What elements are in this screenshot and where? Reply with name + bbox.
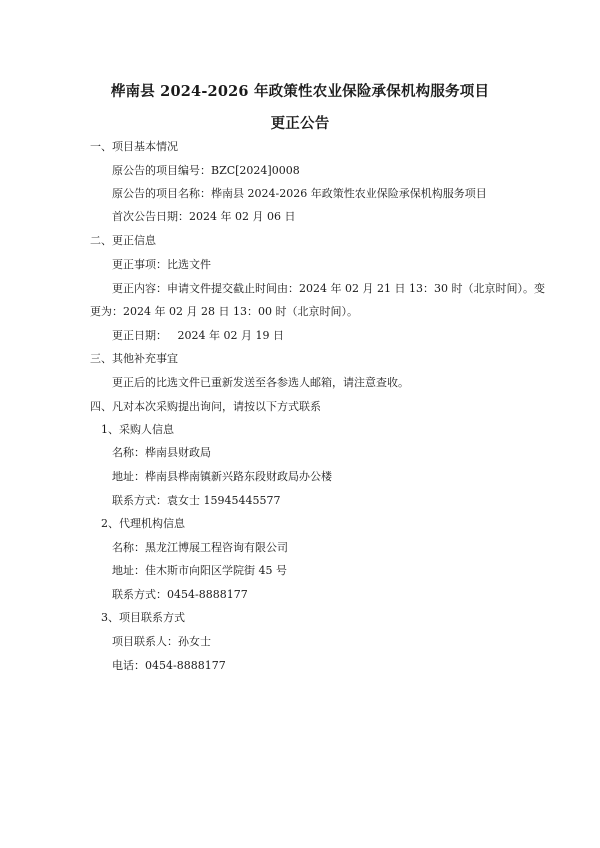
correction-item: 更正事项：比选文件 bbox=[112, 258, 211, 271]
agency-heading: 2、代理机构信息 bbox=[101, 517, 185, 530]
first-announcement-date: 首次公告日期：2024 年 02 月 06 日 bbox=[112, 210, 296, 223]
section-heading-correction-info: 二、更正信息 bbox=[90, 234, 156, 247]
purchaser-heading: 1、采购人信息 bbox=[101, 423, 174, 436]
original-project-number: 原公告的项目编号：BZC[2024]0008 bbox=[112, 164, 300, 177]
supplementary-text: 更正后的比选文件已重新发送至各参选人邮箱，请注意查收。 bbox=[112, 376, 409, 389]
original-project-name: 原公告的项目名称：桦南县 2024-2026 年政策性农业保险承保机构服务项目 bbox=[112, 187, 487, 200]
correction-content-line1: 更正内容：申请文件提交截止时间由：2024 年 02 月 21 日 13：30 时（北京时间）。变 bbox=[112, 282, 545, 295]
agency-contact: 联系方式：0454-8888177 bbox=[112, 588, 248, 601]
section-heading-basic-info: 一、项目基本情况 bbox=[90, 140, 178, 153]
document-title: 桦南县 2024-2026 年政策性农业保险承保机构服务项目 bbox=[110, 83, 490, 100]
correction-date: 更正日期： 2024 年 02 月 19 日 bbox=[112, 329, 284, 342]
purchaser-name: 名称：桦南县财政局 bbox=[112, 446, 211, 459]
section-heading-contact: 四、凡对本次采购提出询问，请按以下方式联系 bbox=[90, 400, 321, 413]
project-contact-heading: 3、项目联系方式 bbox=[101, 611, 185, 624]
agency-address: 地址：佳木斯市向阳区学院街 45 号 bbox=[112, 564, 287, 577]
purchaser-contact: 联系方式：袁女士 15945445577 bbox=[112, 494, 281, 507]
purchaser-address: 地址：桦南县桦南镇新兴路东段财政局办公楼 bbox=[112, 470, 332, 483]
project-contact-phone: 电话：0454-8888177 bbox=[112, 659, 226, 672]
section-heading-supplementary: 三、其他补充事宜 bbox=[90, 352, 178, 365]
agency-name: 名称：黑龙江博展工程咨询有限公司 bbox=[112, 541, 288, 554]
project-contact-person: 项目联系人：孙女士 bbox=[112, 635, 211, 648]
correction-content-line2: 更为：2024 年 02 月 28 日 13：00 时（北京时间）。 bbox=[90, 305, 358, 318]
document-subtitle: 更正公告 bbox=[270, 115, 330, 132]
